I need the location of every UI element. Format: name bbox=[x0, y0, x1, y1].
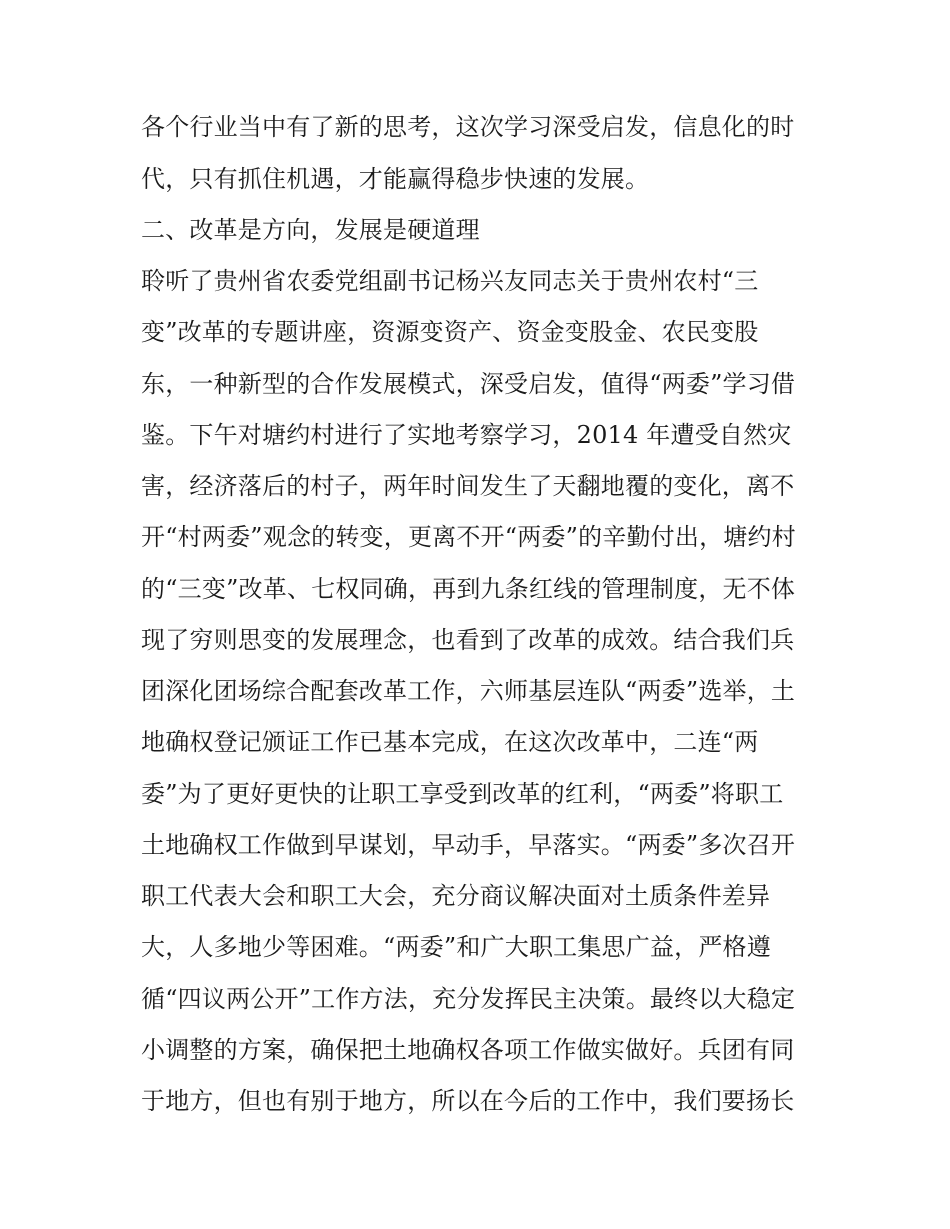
text-line: 大，人多地少等困难。“两委”和广大职工集思广益，严格遵 bbox=[141, 933, 771, 961]
text-line: 的“三变”改革、七权同确，再到九条红线的管理制度，无不体 bbox=[141, 575, 796, 603]
text-line: 于地方，但也有别于地方，所以在今后的工作中，我们要扬长 bbox=[141, 1087, 795, 1115]
text-line: 东，一种新型的合作发展模式，深受启发，值得“两委”学习借 bbox=[141, 370, 796, 398]
text-line: 土地确权工作做到早谋划，早动手，早落实。“两委”多次召开 bbox=[141, 831, 796, 859]
text-line: 聆听了贵州省农委党组副书记杨兴友同志关于贵州农村“三 bbox=[141, 267, 759, 295]
text-line: 各个行业当中有了新的思考，这次学习深受启发，信息化的时 bbox=[141, 113, 795, 141]
text-line: 鉴。下午对塘约村进行了实地考察学习，2014 年遭受自然灾 bbox=[141, 421, 792, 449]
text-line: 委”为了更好更快的让职工享受到改革的红利，“两委”将职工 bbox=[141, 780, 784, 808]
section-heading: 二、改革是方向，发展是硬道理 bbox=[141, 216, 480, 244]
text-line: 现了穷则思变的发展理念，也看到了改革的成效。结合我们兵 bbox=[141, 626, 795, 654]
text-line: 团深化团场综合配套改革工作，六师基层连队“两委”选举，土 bbox=[141, 677, 796, 705]
text-line: 变”改革的专题讲座，资源变资产、资金变股金、农民变股 bbox=[141, 318, 759, 346]
text-line: 代，只有抓住机遇，才能赢得稳步快速的发展。 bbox=[141, 165, 650, 193]
text-line: 地确权登记颁证工作已基本完成，在这次改革中，二连“两 bbox=[141, 728, 759, 756]
text-line: 职工代表大会和职工大会，充分商议解决面对土质条件差异 bbox=[141, 882, 771, 910]
text-line: 循“四议两公开”工作方法，充分发挥民主决策。最终以大稳定 bbox=[141, 985, 796, 1013]
text-line: 害，经济落后的村子，两年时间发生了天翻地覆的变化，离不 bbox=[141, 472, 795, 500]
text-line: 开“村两委”观念的转变，更离不开“两委”的辛勤付出，塘约村 bbox=[141, 523, 796, 551]
text-line: 小调整的方案，确保把土地确权各项工作做实做好。兵团有同 bbox=[141, 1036, 795, 1064]
